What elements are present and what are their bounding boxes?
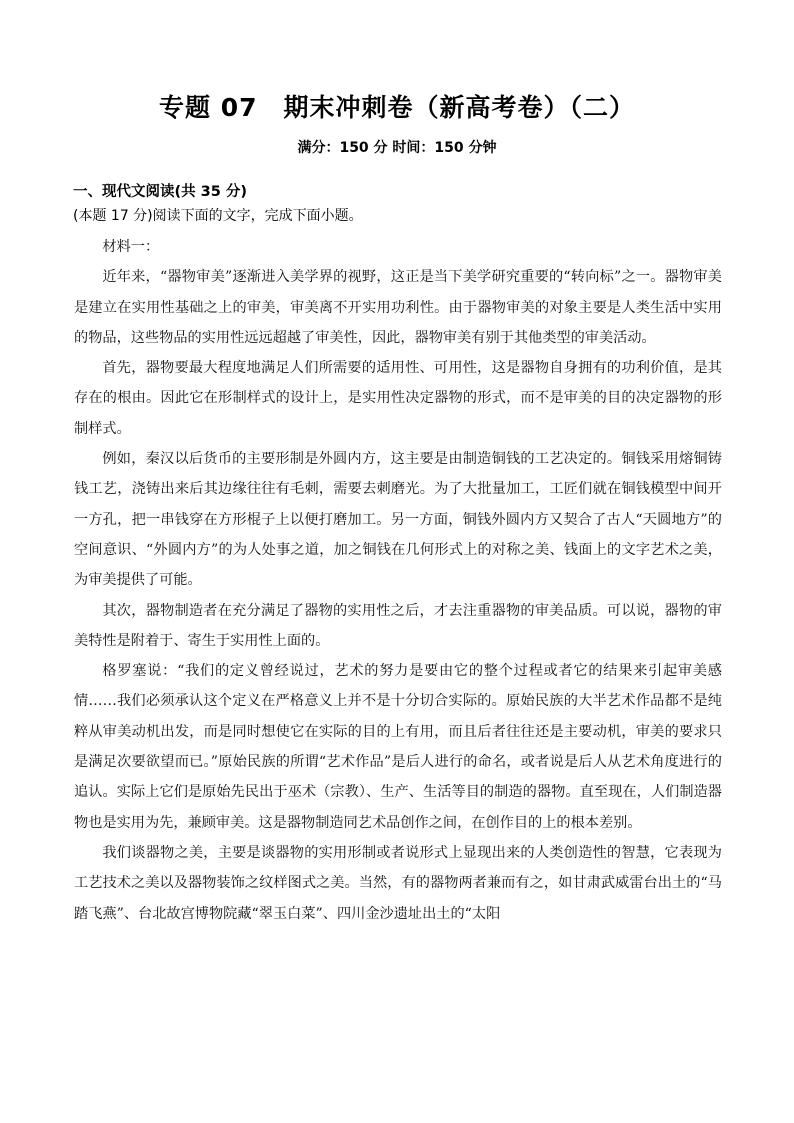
material-label: 材料一：	[102, 239, 160, 255]
passage-paragraph: 格罗塞说：“我们的定义曾经说过，艺术的努力是要由它的整个过程或者它的结果来引起审美感情……我们必须承认这个定义在严格意义上并不是十分切合实际的。原始民族的大半艺术作品都不是纯粹从审美动机出发，而是同时想使它在实际的目的上有用，而且后者往往还是主要动机，审美的要求只是满足次要欲望而已。”原始民族的所谓“艺术作品”是后人进行的命名，或者说是后人从艺术角度进行的追认。实际上它们是原始先民出于巫术（宗教）、生产、生活等目的制造的器物。直至现在，人们制造器物也是实用为先，兼顾审美。这是器物制造同艺术品创作之间，在创作目的上的根本差别。	[74, 663, 722, 831]
passage-paragraph: 我们谈器物之美，主要是谈器物的实用形制或者说形式上显现出来的人类创造性的智慧，它表现为工艺技术之美以及器物装饰之纹样图式之美。当然，有的器物两者兼而有之，如甘肃武威雷台出土的“马踏飞燕”、台北故宫博物院藏“翠玉白菜”、四川金沙遗址出土的“太阳	[74, 844, 722, 922]
passage-paragraph: 其次，器物制造者在充分满足了器物的实用性之后，才去注重器物的审美品质。可以说，器物的审美特性是附着于、寄生于实用性上面的。	[74, 602, 722, 649]
document-title: 专题 07 期末冲刺卷（新高考卷）（二）	[159, 93, 635, 122]
reading-passage	[74, 232, 722, 929]
passage-paragraph: 例如，秦汉以后货币的主要形制是外圆内方，这主要是由制造铜钱的工艺决定的。铜钱采用熔铜铸钱工艺，浇铸出来后其边缘往往有毛刺，需要去刺磨光。为了大批量加工，工匠们就在铜钱模型中间开一方孔，把一串钱穿在方形棍子上以便打磨加工。另一方面，铜钱外圆内方又契合了古人“天圆地方”的空间意识、“外圆内方”的为人处事之道，加之铜钱在几何形式上的对称之美、钱面上的文字艺术之美，为审美提供了可能。	[74, 451, 722, 589]
question-instruction: (本题 17 分)阅读下面的文字，完成下面小题。	[73, 208, 363, 224]
section-heading: 一、现代文阅读(共 35 分)	[73, 184, 248, 200]
passage-paragraph: 近年来，“器物审美”逐渐进入美学界的视野，这正是当下美学研究重要的“转向标”之一。器物审美是建立在实用性基础之上的审美，审美离不开实用功利性。由于器物审美的对象主要是人类生活中实用的物品，这些物品的实用性远远超越了审美性，因此，器物审美有别于其他类型的审美活动。	[74, 269, 722, 346]
passage-paragraph: 首先，器物要最大程度地满足人们所需要的适用性、可用性，这是器物自身拥有的功利价值，是其存在的根由。因此它在形制样式的设计上，是实用性决定器物的形式，而不是审美的目的决定器物的形制样式。	[74, 360, 722, 437]
exam-meta: 满分：150 分 时间：150 分钟	[297, 140, 497, 156]
